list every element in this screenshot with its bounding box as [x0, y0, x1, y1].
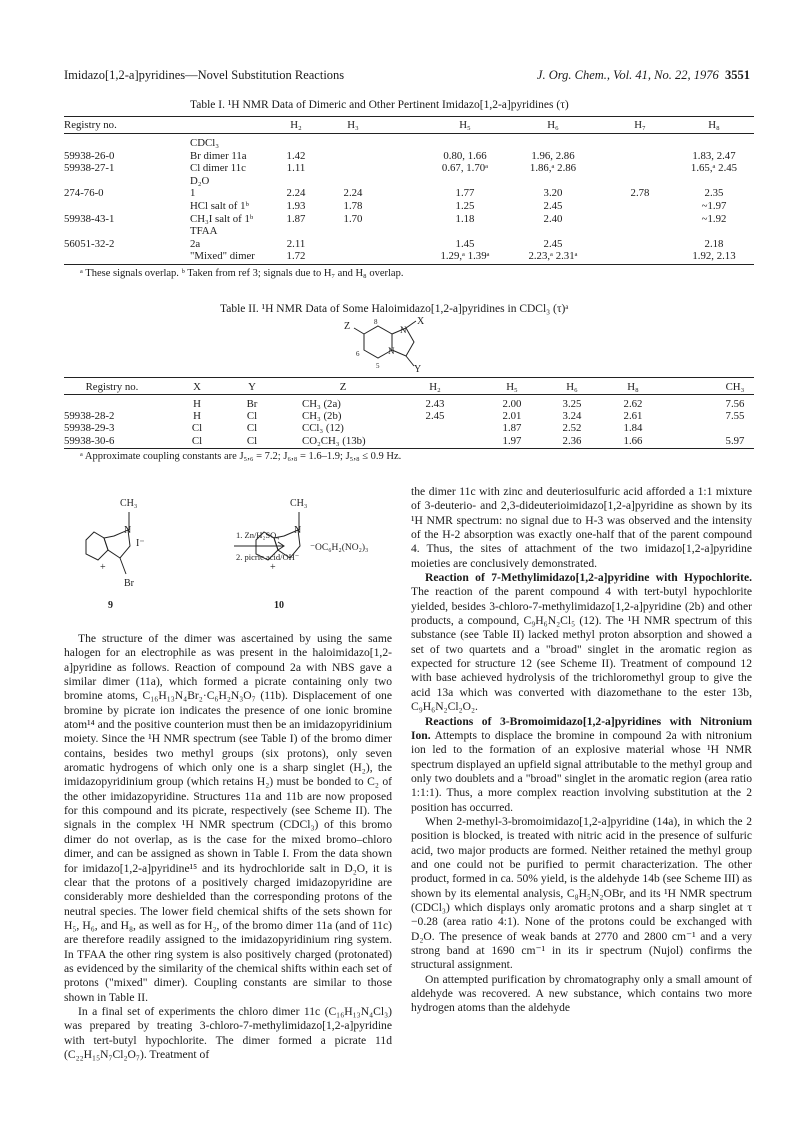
t1-cell-r6-c0: 59938-43-1: [64, 212, 115, 225]
t1-cell-r6-c7: ~1.92: [701, 212, 727, 225]
t1-cell-r5-c1: HCl salt of 1ᵇ: [190, 200, 249, 212]
ch3-left: CH₃: [120, 498, 138, 509]
t1-cell-r6-c5: 2.40: [543, 212, 563, 225]
t1-cell-r8-c1: 2a: [190, 237, 201, 250]
t1-cell-r7-c1: TFAA: [190, 225, 218, 238]
t2-header-7: H₈: [627, 381, 639, 393]
t1-header-5: H₇: [634, 119, 646, 131]
t2-header-4: H₂: [429, 381, 441, 393]
t1-header-2: H₃: [347, 119, 359, 131]
table2-rule-mid: [64, 394, 754, 395]
t2-cell-r2-c0: 59938-29-3: [64, 422, 115, 435]
t1-cell-r4-c1: 1: [190, 187, 196, 200]
t1-header-0: Registry no.: [64, 119, 117, 131]
t2-cell-r1-c2: Cl: [246, 410, 258, 423]
ch3-right: CH₃: [290, 498, 308, 509]
n-right: N: [294, 525, 302, 536]
t1-cell-r8-c4: 1.45: [455, 237, 475, 250]
t2-cell-r2-c6: 2.52: [562, 422, 582, 435]
iodide-label: I⁻: [136, 538, 145, 549]
t1-cell-r5-c4: 1.25: [455, 200, 475, 212]
position-6-label: 6: [356, 350, 360, 358]
t1-cell-r8-c5: 2.45: [543, 237, 563, 250]
table1-caption: Table I. ¹H NMR Data of Dimeric and Other Pertinent Imidazo[1,2-a]pyridines (τ): [190, 99, 569, 111]
t2-header-0: Registry no.: [85, 381, 139, 393]
t1-cell-r6-c2: 1.87: [286, 212, 306, 225]
t2-cell-r2-c3: CCl₃ (12): [302, 422, 344, 435]
t2-cell-r0-c5: 2.00: [502, 398, 522, 410]
position-8-label: 8: [374, 318, 378, 326]
t2-cell-r2-c5: 1.87: [502, 422, 522, 435]
t1-cell-r5-c5: 2.45: [543, 200, 563, 212]
t2-cell-r0-c3: CH₃ (2a): [302, 398, 341, 410]
t1-cell-r4-c3: 2.24: [343, 187, 363, 200]
br-bond: [120, 558, 126, 574]
table2-caption: Table II. ¹H NMR Data of Some Haloimidazo[1,2-a]pyridines in CDCl₃ (τ)ᵃ: [220, 303, 569, 315]
x-bond: [406, 321, 416, 328]
t1-cell-r2-c4: 0.67, 1.70ᵃ: [441, 162, 489, 175]
t1-cell-r1-c5: 1.96, 2.86: [531, 149, 575, 162]
t2-cell-r3-c0: 59938-30-6: [64, 434, 115, 447]
t1-cell-r4-c6: 2.78: [630, 187, 650, 200]
n-bridge-label: N: [388, 346, 395, 356]
t2-cell-r1-c6: 3.24: [562, 410, 582, 423]
right-paragraph-2-text: The reaction of the parent compound 4 with tert-butyl hypochlorite yielded, besides 3-chloro-7-methylimidazo[1,2-a]pyridine (2b) and other products, a compound, C₉H₆N₂Cl₅ (12). The ¹H NMR spectrum of this substance (see Table II) lacked methyl proton absorption and showed a set of two quartets and a "broad" singlet in the aromatic region as expected for structure 12 (see Scheme II). Treatment of compound 12 with base achieved hydrolysis of the trichloromethyl group to give the acid 13a which was converted with diazomethane to the ester 13b, C₉H₆N₂Cl₂O₂.: [411, 585, 752, 714]
t1-cell-r4-c7: 2.35: [704, 187, 724, 200]
t1-cell-r4-c0: 274-76-0: [64, 187, 104, 200]
right-paragraph-1: the dimer 11c with zinc and deuteriosulfuric acid afforded a 1:1 mixture of 3-deuterio- and 2,3-dideuterioimidazo[1,2-a]pyridine as shown by its ¹H NMR spectrum: no signal due to H-3 was observed and the intensity of the H-2 absorption was exactly one-half that of the parent compound 4. Thus, the sites of attachment of the two imidazo[1,2-a]pyridine moieties are conclusively demonstrated.: [411, 485, 752, 570]
t2-cell-r0-c4: 2.43: [425, 398, 445, 410]
table1-rule-bottom: [64, 264, 754, 265]
t2-cell-r3-c5: 1.97: [502, 434, 522, 447]
t2-cell-r1-c5: 2.01: [502, 410, 522, 423]
t1-cell-r9-c7: 1.92, 2.13: [692, 250, 736, 263]
t1-cell-r2-c5: 1.86,ᵃ 2.86: [529, 162, 577, 175]
t1-cell-r1-c2: 1.42: [286, 149, 306, 162]
t1-cell-r5-c7: ~1.97: [701, 200, 727, 212]
t2-cell-r0-c2: Br: [246, 398, 258, 410]
t1-cell-r8-c0: 56051-32-2: [64, 237, 115, 250]
table1-footnote: ᵃ These signals overlap. ᵇ Taken from ref 3; signals due to H₇ and H₈ overlap.: [80, 268, 404, 279]
t1-cell-r2-c1: Cl dimer 11c: [190, 162, 246, 175]
right-paragraph-4: When 2-methyl-3-bromoimidazo[1,2-a]pyridine (14a), in which the 2 position is blocked, is treated with nitric acid in the presence of sulfuric acid, two major products are formed. Neither retained the methyl group and one could not be purified to permit characterization. The other product, formed in ca. 50% yield, is the aldehyde 14b (see Scheme III) as shown by its elemental analysis, C₈H₅N₂OBr, and its ¹H NMR spectrum (CDCl₃) which displays only aromatic protons and a sharp singlet at τ −0.28 (area ratio 4:1). None of the protons could be exchanged with D₂O. The presence of weak bands at 2770 and 2800 cm⁻¹ and a very strong band at 1690 cm⁻¹ in its ir spectrum (Nujol) confirms the structural assignment.: [411, 814, 752, 972]
t1-cell-r6-c3: 1.70: [343, 212, 363, 225]
t2-cell-r1-c4: 2.45: [425, 410, 445, 423]
t2-cell-r1-c8: 7.55: [725, 410, 745, 423]
t1-cell-r1-c1: Br dimer 11a: [190, 149, 247, 162]
running-title: Imidazo[1,2-a]pyridines—Novel Substitution Reactions: [64, 68, 345, 82]
compound-9-label: 9: [108, 600, 113, 611]
t2-cell-r1-c7: 2.61: [623, 410, 643, 423]
step1-label: 1. Zn/H₂SO₄: [236, 530, 280, 540]
compound-10-label: 10: [274, 600, 284, 611]
t2-cell-r0-c8: 7.56: [725, 398, 745, 410]
t1-cell-r5-c2: 1.93: [286, 200, 306, 212]
reaction-scheme: [84, 488, 404, 613]
t1-cell-r0-c1: CDCl₃: [190, 137, 219, 149]
table2-rule-bottom: [64, 448, 754, 449]
t1-cell-r6-c4: 1.18: [455, 212, 475, 225]
section-heading-nitronium: Reactions of 3-Bromoimidazo[1,2-a]pyridines with Nitronium Ion.: [411, 714, 752, 742]
page-number: 3551: [725, 68, 750, 82]
plus-left: +: [100, 562, 106, 573]
right-paragraph-3-text: Attempts to displace the bromine in compound 2a with nitronium ion led to the formation of an explosive material whose ¹H NMR spectrum displayed an upfield signal attributable to the methyl group and only two doublets and a "broad" singlet in the aromatic region (area ratio 1:1:1). Thus, a more complex reaction involving substitution at the 2 position has occurred.: [411, 728, 752, 814]
t1-header-4: H₆: [547, 119, 559, 131]
t2-cell-r1-c0: 59938-28-2: [64, 410, 115, 423]
left-column: [64, 632, 392, 1062]
br-label: Br: [124, 578, 134, 589]
t1-header-6: H₈: [708, 119, 720, 131]
t1-cell-r3-c1: D₂O: [190, 174, 210, 187]
t2-header-6: H₆: [566, 381, 578, 393]
t2-cell-r1-c1: H: [193, 410, 201, 423]
right-paragraph-5: On attempted purification by chromatography only a small amount of aldehyde was recovered. A new substance, which contains two more hydrogen atoms than the aldehyde: [411, 972, 752, 1015]
step2-label: 2. picric acid/OH⁻: [236, 552, 300, 562]
z-label: Z: [344, 321, 351, 332]
right-column: [411, 485, 752, 1016]
t1-header-1: H₂: [290, 119, 302, 131]
t1-cell-r9-c2: 1.72: [286, 250, 306, 263]
t2-cell-r0-c7: 2.62: [623, 398, 643, 410]
t1-cell-r8-c7: 2.18: [704, 237, 724, 250]
t1-cell-r9-c4: 1.29,ᵃ 1.39ᵃ: [440, 250, 490, 263]
t1-cell-r1-c0: 59938-26-0: [64, 149, 115, 162]
position-5-label: 5: [376, 362, 380, 370]
t2-cell-r0-c1: H: [193, 398, 201, 410]
t1-cell-r1-c7: 1.83, 2.47: [692, 149, 736, 162]
t1-cell-r6-c1: CH₃I salt of 1ᵇ: [190, 212, 254, 225]
y-bond: [406, 356, 414, 366]
t2-cell-r2-c1: Cl: [191, 422, 203, 435]
t2-cell-r3-c7: 1.66: [623, 434, 643, 447]
y-label: Y: [414, 364, 422, 372]
n-left: N: [124, 525, 132, 536]
t1-cell-r2-c7: 1.65,ᵃ 2.45: [690, 162, 738, 175]
t1-cell-r1-c4: 0.80, 1.66: [443, 149, 487, 162]
right-paragraph-2: [411, 571, 752, 714]
section-heading-hypochlorite: Reaction of 7-Methylimidazo[1,2-a]pyridine with Hypochlorite.: [425, 571, 752, 585]
t2-header-3: Z: [339, 381, 347, 393]
t2-cell-r2-c7: 1.84: [623, 422, 643, 435]
left-paragraph-1: The structure of the dimer was ascertained by using the same halogen for an electrophile as was present in the haloimidazo[1,2-a]pyridine as follows. Reaction of compound 2a with NBS gave a similar dimer (11a), which formed a picrate containing only two bromine atoms, C₁₆H₁₃N₄Br₂·C₆H₂N₃O₇ (11b). Displacement of one bromine by picrate ion indicates the presence of one ionic bromine atom¹⁴ and the positive counterion must then be an imidazopyridinium moiety. Since the ¹H NMR spectrum (see Table I) of the bromo dimer contains, besides two methyl groups (six protons), only seven aromatic hydrogens of which only one is a sharp singlet (H₂), the imidazopyridinium group (which retains H₂) must be bonded to C₂ of the other imidazopyridine. Structures 11a and 11b are now proposed for this compound and its picrate, respectively (see Scheme II). The signals in the complex ¹H NMR spectrum (CDCl₃) of this bromo dimer do not overlap, as is the case for the mixed bromo–chloro dimer, and can be assigned as shown in Table I. From the data shown for imidazo[1,2-a]pyridine¹⁵ and its hydrochloride salt in D₂O, it is clear that the protons of a positively charged imidazopyridine are considerably more deshielded than the corresponding protons of the neutral species. The lower field chemical shifts of the sets shown for H₅, H₆, and H₈, as well as for H₂, of the bromo dimer 11a (and of 11c) are therefore readily assigned to the imidazopyridinium ring system. In TFAA the other ring system is also positively charged (protonated) as evidenced by the similarity of the chemical shifts within each set of protons ("mixed" dimer). Coupling constants are similar to those shown in Table II.: [64, 632, 392, 1004]
table1-rule-mid: [64, 133, 754, 134]
t1-cell-r5-c3: 1.78: [343, 200, 363, 212]
left-paragraph-2: In a final set of experiments the chloro dimer 11c (C₁₆H₁₃N₄Cl₃) was prepared by treating 3-chloro-7-methylimidazo[1,2-a]pyridine with tert-butyl hypochlorite. The dimer formed a picrate 11d (C₂₂H₁₅N₇Cl₂O₇). Treatment of: [64, 1004, 392, 1061]
table2-rule-top: [64, 377, 754, 378]
t2-header-5: H₅: [506, 381, 518, 393]
t2-cell-r3-c1: Cl: [191, 434, 203, 447]
t2-cell-r3-c2: Cl: [246, 434, 258, 447]
t2-header-1: X: [193, 381, 201, 393]
t2-cell-r3-c8: 5.97: [725, 434, 745, 447]
right-paragraph-3: [411, 715, 752, 815]
t2-header-2: Y: [248, 381, 256, 393]
t1-cell-r9-c5: 2.23,ᵃ 2.31ᵃ: [528, 250, 578, 263]
t2-cell-r1-c3: CH₃ (2b): [302, 410, 342, 423]
journal-name: J. Org. Chem., Vol. 41, No. 22, 1976: [536, 68, 719, 82]
imidazopyridine-structure: [340, 316, 470, 372]
t2-cell-r3-c3: CO₂CH₃ (13b): [302, 434, 366, 447]
t2-cell-r3-c6: 2.36: [562, 434, 582, 447]
table2-footnote: ᵃ Approximate coupling constants are J₅,₆ = 7.2; J₆,₈ = 1.6–1.9; J₅,₈ ≤ 0.9 Hz.: [80, 451, 402, 462]
t1-cell-r9-c1: "Mixed" dimer: [190, 250, 255, 263]
t1-cell-r8-c2: 2.11: [286, 237, 306, 250]
t2-header-8: CH₃: [725, 381, 745, 393]
table1-rule-top: [64, 116, 754, 117]
journal-citation: [537, 68, 750, 83]
left-pyridine: [86, 532, 108, 560]
t1-cell-r4-c5: 3.20: [543, 187, 563, 200]
plus-right: +: [270, 562, 276, 573]
t2-cell-r0-c6: 3.25: [562, 398, 582, 410]
x-label: X: [417, 316, 425, 327]
t1-header-3: H₅: [459, 119, 471, 131]
picrate-label: ⁻OC₆H₂(NO₂)₃: [310, 543, 369, 553]
t1-cell-r2-c0: 59938-27-1: [64, 162, 115, 175]
t1-cell-r2-c2: 1.11: [286, 162, 306, 175]
t2-cell-r2-c2: Cl: [246, 422, 258, 435]
n-label: N: [400, 325, 407, 335]
z-bond: [354, 328, 364, 334]
t1-cell-r4-c2: 2.24: [286, 187, 306, 200]
t1-cell-r4-c4: 1.77: [455, 187, 475, 200]
